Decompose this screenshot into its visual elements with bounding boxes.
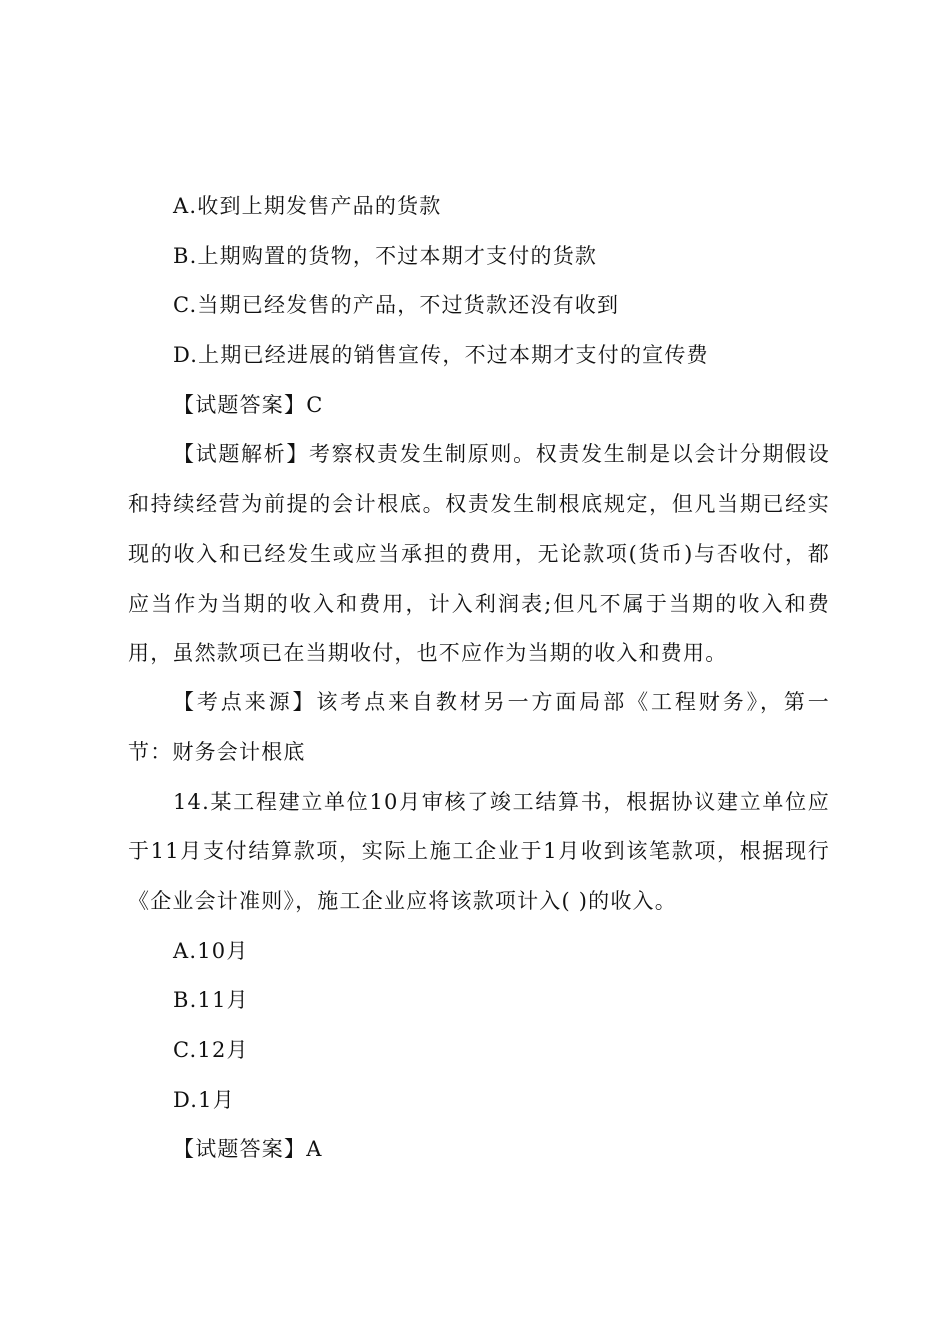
q13-analysis-line-3: 现的收入和已经发生或应当承担的费用，无论款项(货币)与否收付，都 — [128, 542, 830, 566]
q13-option-b: B.上期购置的货物，不过本期才支付的货款 — [173, 244, 598, 268]
q14-option-b: B.11月 — [173, 988, 249, 1012]
q14-stem-line-3: 《企业会计准则》，施工企业应将该款项计入( )的收入。 — [128, 889, 677, 913]
q14-answer: 【试题答案】A — [173, 1137, 323, 1161]
q13-analysis-line-5: 用，虽然款项已在当期收付，也不应作为当期的收入和费用。 — [128, 641, 728, 665]
q14-stem-line-1: 14.某工程建立单位10月审核了竣工结算书，根据协议建立单位应 — [173, 790, 830, 814]
q14-option-a: A.10月 — [173, 939, 249, 963]
q14-option-d: D.1月 — [173, 1088, 235, 1112]
q14-stem-line-2: 于11月支付结算款项，实际上施工企业于1月收到该笔款项，根据现行 — [128, 839, 830, 863]
q13-source-line-2: 节：财务会计根底 — [128, 740, 306, 764]
q13-analysis-line-2: 和持续经营为前提的会计根底。权责发生制根底规定，但凡当期已经实 — [128, 492, 830, 516]
q13-source-line-1: 【考点来源】该考点来自教材另一方面局部《工程财务》，第一 — [173, 690, 830, 714]
q14-option-c: C.12月 — [173, 1038, 249, 1062]
q13-option-a: A.收到上期发售产品的货款 — [173, 194, 442, 218]
q13-option-c: C.当期已经发售的产品，不过货款还没有收到 — [173, 293, 620, 317]
q13-analysis-line-4: 应当作为当期的收入和费用，计入利润表;但凡不属于当期的收入和费 — [128, 592, 830, 616]
q13-answer: 【试题答案】C — [173, 393, 324, 417]
q13-analysis-line-1: 【试题解析】考察权责发生制原则。权责发生制是以会计分期假设 — [173, 442, 830, 466]
q13-option-d: D.上期已经进展的销售宣传，不过本期才支付的宣传费 — [173, 343, 709, 367]
